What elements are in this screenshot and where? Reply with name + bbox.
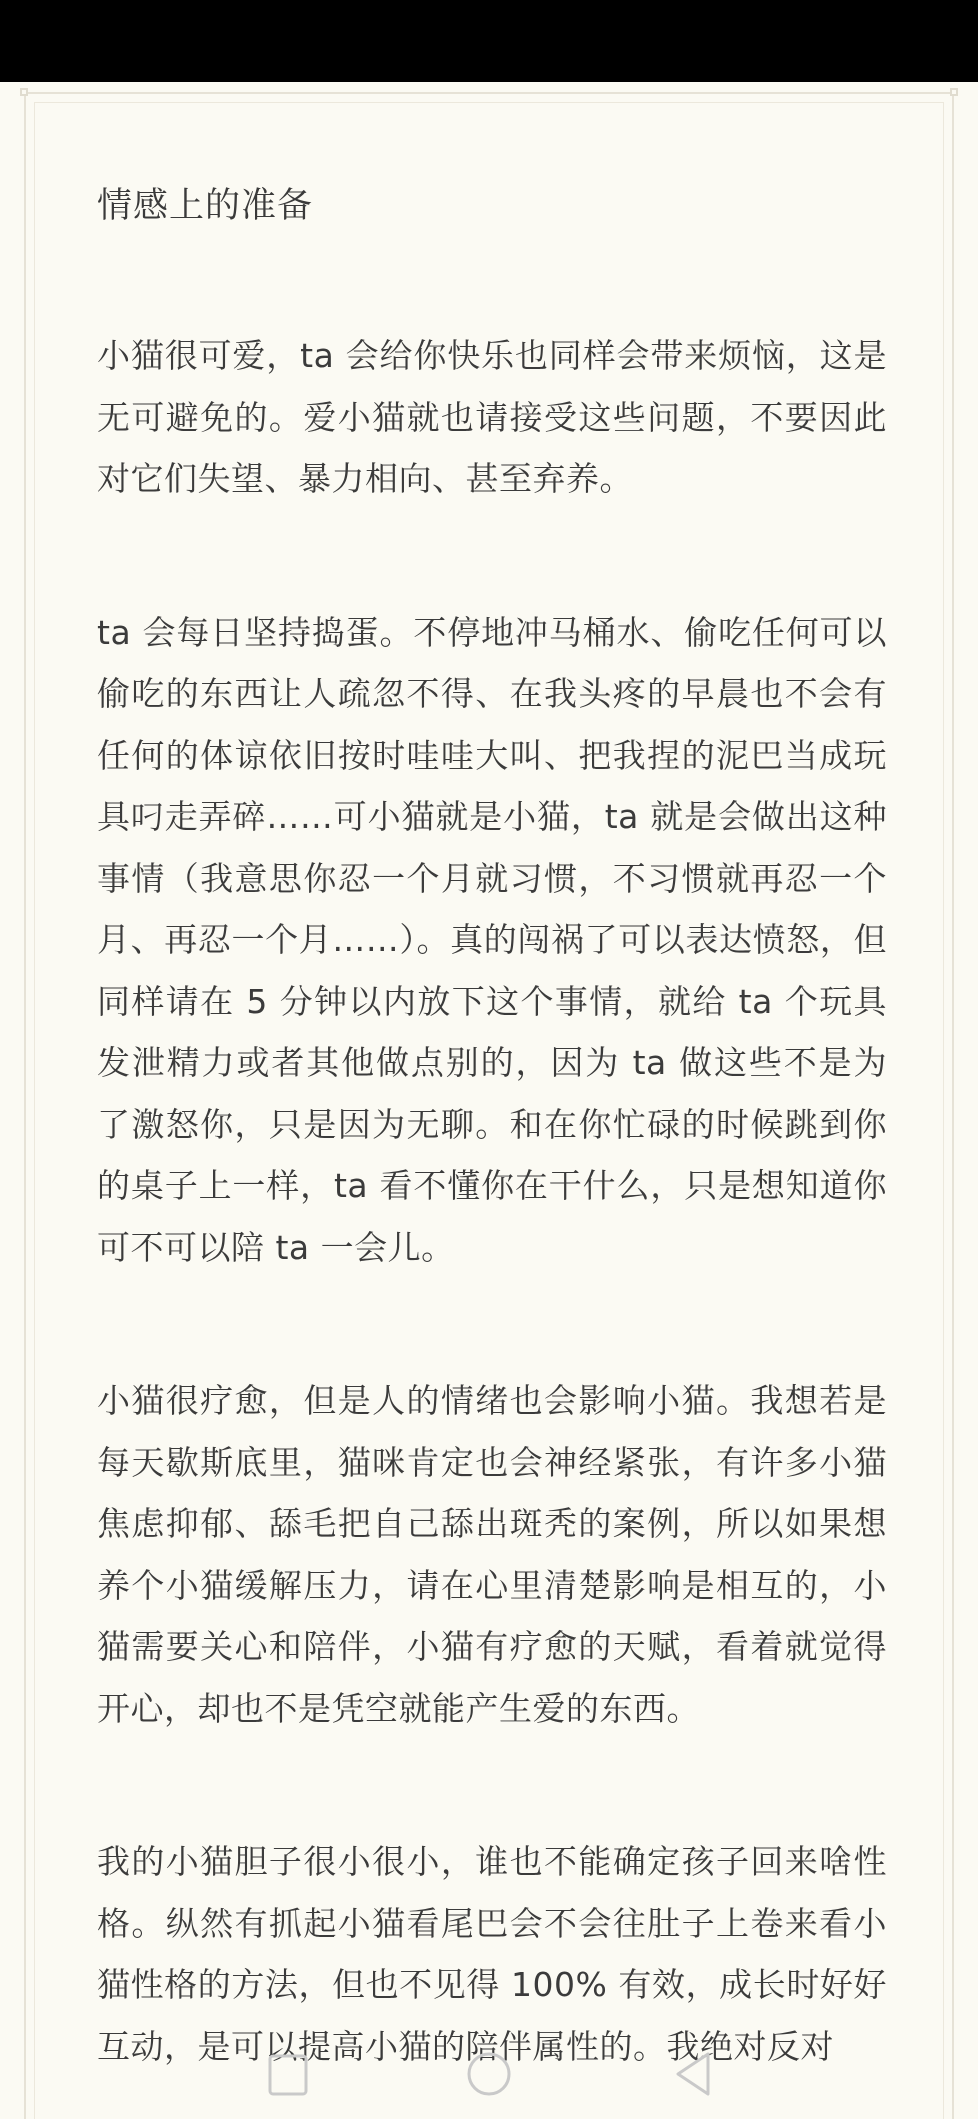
- square-icon: [258, 2046, 318, 2106]
- recents-button[interactable]: [258, 2046, 318, 2106]
- article-paragraph-2: ta 会每日坚持捣蛋。不停地冲马桶水、偷吃任何可以偷吃的东西让人疏忽不得、在我头疼的早晨也不会有任何的体谅依旧按时哇哇大叫、把我捏的泥巴当成玩具叼走弄碎……可小猫就是小猫，ta 就是会做出这种事情（我意思你忍一个月就习惯，不习惯就再忍一个月、再忍一个月……）。真的闯祸了可以表达愤怒，但同样请在 5 分钟以内放下这个事情，就给 ta 个玩具发泄精力或者其他做点别的，因为 ta 做这些不是为了激怒你，只是因为无聊。和在你忙碌的时候跳到你的桌子上一样，ta 看不懂你在干什么，只是想知道你可不可以陪 ta 一会儿。: [97, 612, 887, 1267]
- back-button[interactable]: [664, 2046, 724, 2106]
- section-heading: 情感上的准备: [97, 186, 314, 226]
- navigation-bar: [0, 2040, 978, 2119]
- triangle-back-icon: [664, 2046, 724, 2106]
- circle-icon: [459, 2046, 519, 2106]
- article-paragraph-1: 小猫很可爱，ta 会给你快乐也同样会带来烦恼，这是无可避免的。爱小猫就也请接受这些问题，不要因此对它们失望、暴力相向、甚至弃养。: [97, 336, 887, 498]
- frame-corner-top-right: [950, 88, 958, 96]
- home-button[interactable]: [459, 2046, 519, 2106]
- frame-corner-top-left: [20, 88, 28, 96]
- article-paragraph-4: 我的小猫胆子很小很小，谁也不能确定孩子回来啥性格。纵然有抓起小猫看尾巴会不会往肚子上卷来看小猫性格的方法，但也不见得 100% 有效，成长时好好互动，是可以提高小猫的陪伴属性的。我绝对反对: [97, 1842, 887, 2066]
- status-bar: [0, 0, 978, 82]
- article-paragraph-3: 小猫很疗愈，但是人的情绪也会影响小猫。我想若是每天歇斯底里，猫咪肯定也会神经紧张，有许多小猫焦虑抑郁、舔毛把自己舔出斑秃的案例，所以如果想养个小猫缓解压力，请在心里清楚影响是相互的，小猫需要关心和陪伴，小猫有疗愈的天赋，看着就觉得开心，却也不是凭空就能产生爱的东西。: [97, 1381, 887, 1728]
- article-content: [97, 175, 887, 2119]
